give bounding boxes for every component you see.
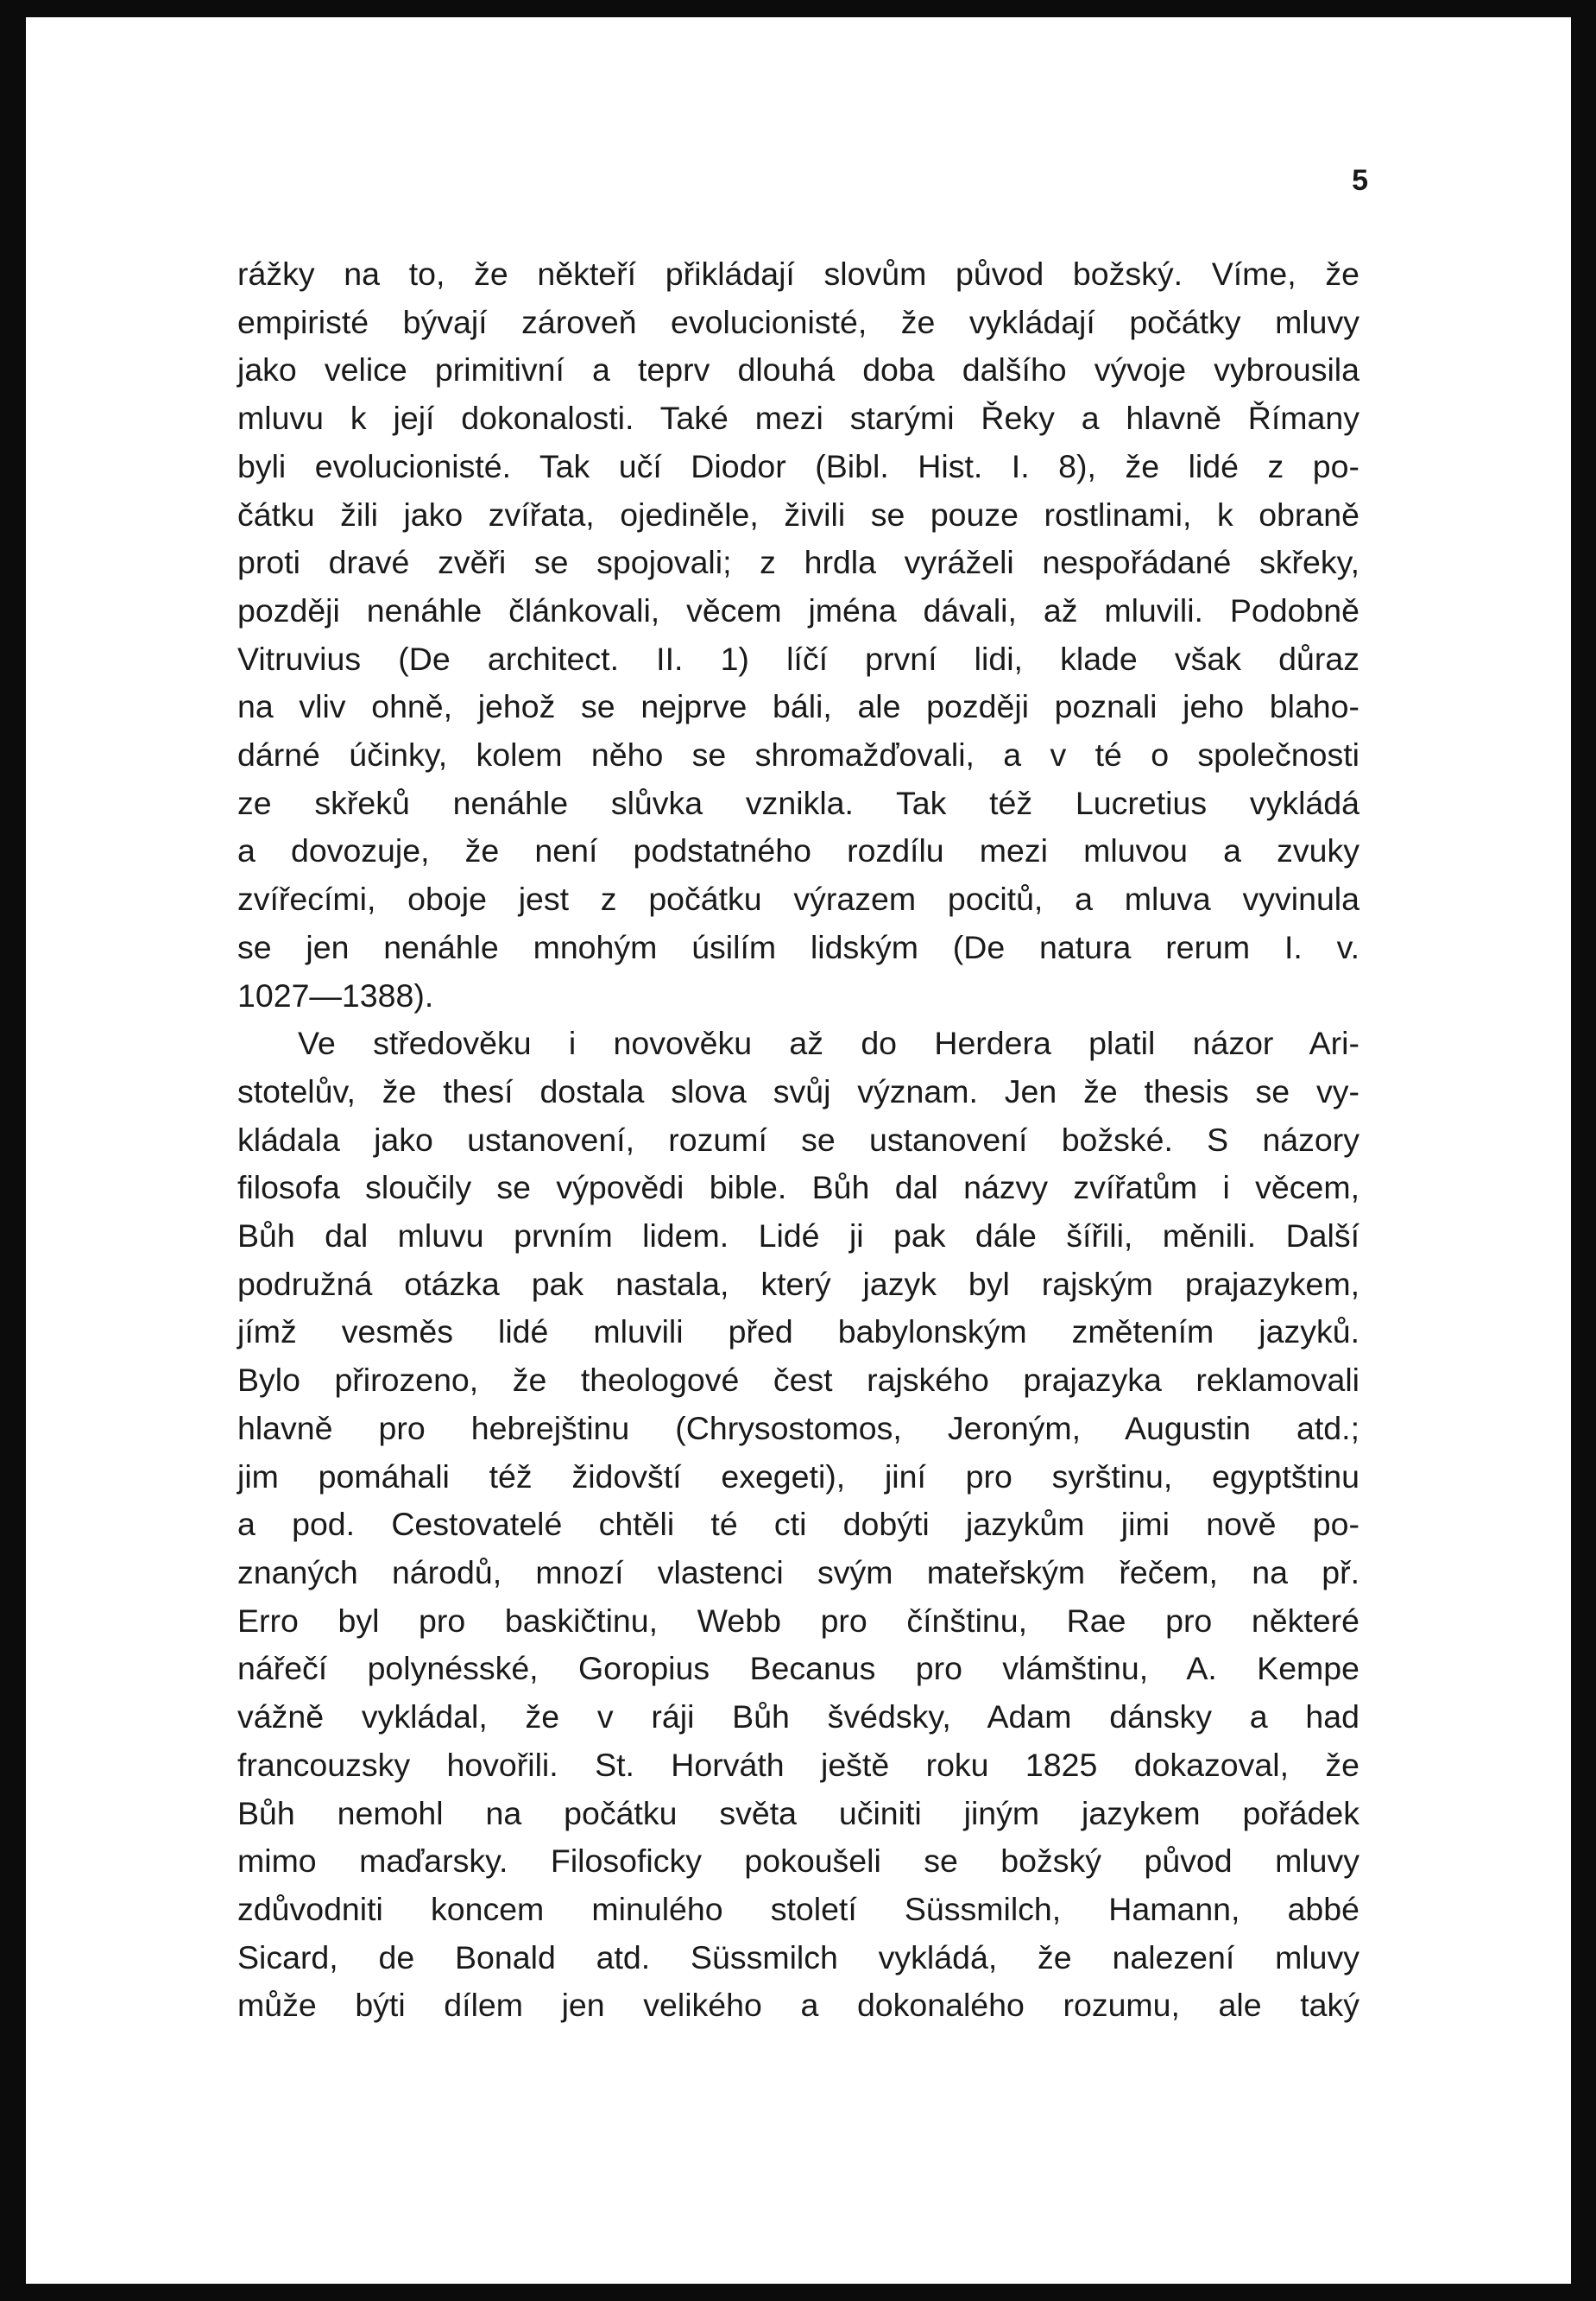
text-line: znaných národů, mnozí vlastenci svým mateřským řečem, na př. [237, 1553, 1359, 1590]
text-line: jim pomáhali též židovští exegeti), jiní pro syrštinu, egyptštinu [237, 1457, 1359, 1495]
text-line: Bůh dal mluvu prvním lidem. Lidé ji pak dále šířili, měnili. Další [237, 1217, 1359, 1255]
text-line: a pod. Cestovatelé chtěli té cti dobýti jazykům jimi nově po- [237, 1506, 1359, 1543]
text-line: se jen nenáhle mnohým úsilím lidským (De natura rerum I. v. [237, 928, 1359, 965]
body-text [237, 250, 1359, 2030]
text-line: hlavně pro hebrejštinu (Chrysostomos, Jeroným, Augustin atd.; [237, 1409, 1359, 1446]
text-line: jako velice primitivní a teprv dlouhá doba dalšího vývoje vybrousila [237, 351, 1359, 389]
text-line: Bylo přirozeno, že theologové čest rajského prajazyka reklamovali [237, 1362, 1359, 1399]
text-line: mimo maďarsky. Filosoficky pokoušeli se božský původ mluvy [237, 1843, 1359, 1880]
text-line: mluvu k její dokonalosti. Také mezi starými Řeky a hlavně Římany [237, 400, 1359, 437]
text-line: jímž vesměs lidé mluvili před babylonským změtením jazyků. [237, 1313, 1359, 1350]
text-line: dárné účinky, kolem něho se shromažďovali, a v té o společnosti [237, 736, 1359, 774]
text-line: proti dravé zvěři se spojovali; z hrdla vyráželi nespořádané skřeky, [237, 544, 1359, 581]
page-number: 5 [1352, 164, 1368, 197]
text-line: zvířecími, oboje jest z počátku výrazem pocitů, a mluva vyvinula [237, 881, 1359, 918]
text-line: 1027—1388). [237, 977, 434, 1014]
text-line: Vitruvius (De architect. II. 1) líčí první lidi, klade však důraz [237, 640, 1359, 677]
text-line: zdůvodniti koncem minulého století Süssmilch, Hamann, abbé [237, 1890, 1359, 1927]
text-line: ze skřeků nenáhle slůvka vznikla. Tak též Lucretius vykládá [237, 784, 1359, 821]
text-line: může býti dílem jen velikého a dokonalého rozumu, ale taký [237, 1987, 1359, 2024]
text-line: empiristé bývají zároveň evolucionisté, že vykládají počátky mluvy [237, 303, 1359, 340]
text-line: byli evolucionisté. Tak učí Diodor (Bibl. Hist. I. 8), že lidé z po- [237, 447, 1359, 484]
text-line: podružná otázka pak nastala, který jazyk byl rajským prajazykem, [237, 1265, 1359, 1302]
book-page [26, 17, 1571, 2284]
text-line: Sicard, de Bonald atd. Süssmilch vykládá, že nalezení mluvy [237, 1938, 1359, 1975]
text-line: a dovozuje, že není podstatného rozdílu mezi mluvou a zvuky [237, 832, 1359, 869]
text-line: Bůh nemohl na počátku světa učiniti jiným jazykem pořádek [237, 1794, 1359, 1831]
text-line: kládala jako ustanovení, rozumí se ustanovení božské. S názory [237, 1121, 1359, 1158]
text-line: čátku žili jako zvířata, ojediněle, živili se pouze rostlinami, k obraně [237, 496, 1359, 533]
text-line: filosofa sloučily se výpovědi bible. Bůh dal názvy zvířatům i věcem, [237, 1169, 1359, 1206]
text-line: Erro byl pro baskičtinu, Webb pro čínštinu, Rae pro některé [237, 1602, 1359, 1639]
text-line: na vliv ohně, jehož se nejprve báli, ale později poznali jeho blaho- [237, 688, 1359, 725]
text-line: nářečí polynésské, Goropius Becanus pro vlámštinu, A. Kempe [237, 1650, 1359, 1687]
text-line: stotelův, že thesí dostala slova svůj význam. Jen že thesis se vy- [237, 1072, 1359, 1109]
text-line: francouzsky hovořili. St. Horváth ještě roku 1825 dokazoval, že [237, 1746, 1359, 1783]
text-line: vážně vykládal, že v ráji Bůh švédsky, Adam dánsky a had [237, 1698, 1359, 1735]
text-line: rážky na to, že někteří přikládají slovům původ božský. Víme, že [237, 256, 1359, 292]
text-line: Ve středověku i novověku až do Herdera platil názor Ari- [298, 1025, 1359, 1062]
text-line: později nenáhle článkovali, věcem jména dávali, až mluvili. Podobně [237, 591, 1359, 629]
